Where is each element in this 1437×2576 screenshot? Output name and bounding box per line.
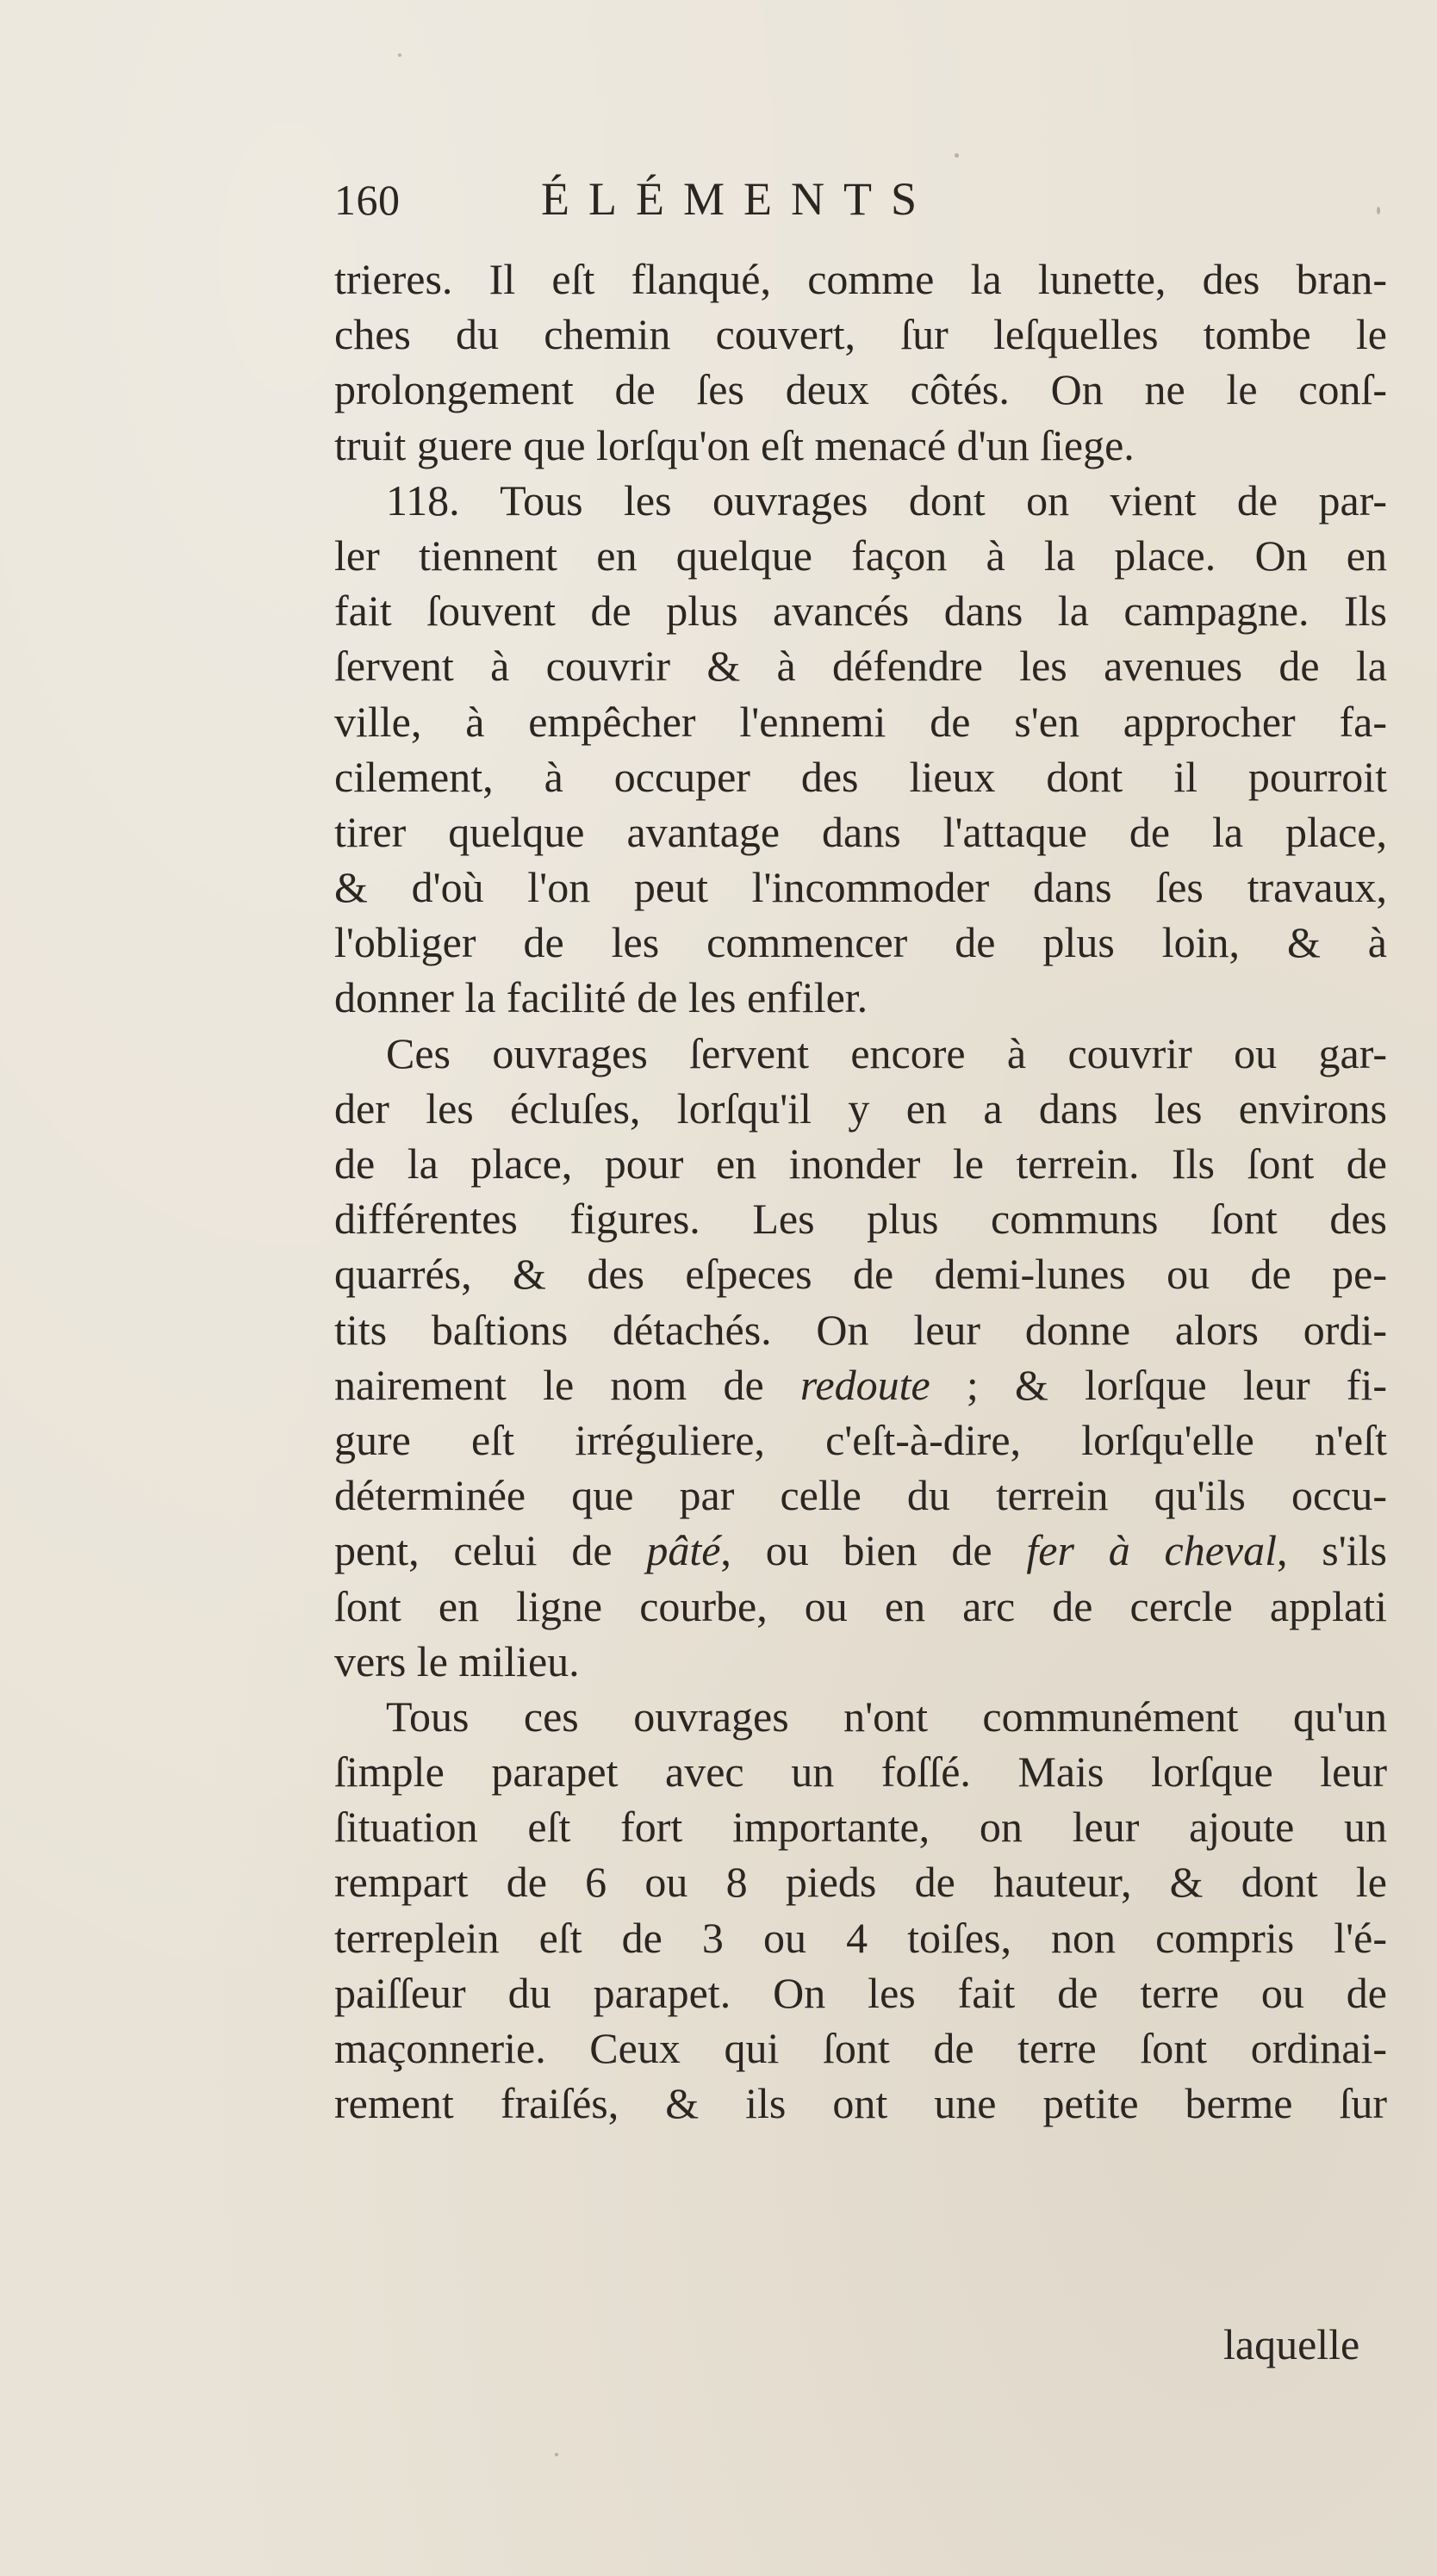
text-line: cilement, à occuper des lieux dont il pourroit	[334, 752, 1387, 801]
text-line: différentes figures. Les plus communs ſont des	[334, 1195, 1387, 1244]
text-line: tits baſtions détachés. On leur donne alors ordi-	[334, 1305, 1387, 1354]
text-line: donner la facilité de les enfiler.	[334, 973, 868, 1022]
catchword: laquelle	[1223, 2320, 1360, 2368]
text-line: paiſſeur du parapet. On les fait de terre ou de	[334, 1968, 1387, 2017]
italic-term: fer à cheval	[1026, 1526, 1277, 1575]
text-line: ſituation eſt fort importante, on leur ajoute un	[334, 1803, 1387, 1852]
text-line: vers le milieu.	[334, 1636, 580, 1685]
italic-term: redoute	[799, 1360, 930, 1409]
text-line: tirer quelque avantage dans l'attaque de la place,	[334, 807, 1387, 856]
text-line: maçonnerie. Ceux qui ſont de terre ſont ordinai-	[334, 2024, 1387, 2072]
text-line: Ces ouvrages ſervent encore à couvrir ou gar-	[386, 1028, 1387, 1077]
running-title: ÉLÉMENTS	[541, 173, 936, 225]
text-line: der les écluſes, lorſqu'il y en a dans les environs	[334, 1083, 1387, 1133]
text-run: pent, celui de	[334, 1526, 647, 1575]
text-line: Tous ces ouvrages n'ont communément qu'un	[386, 1691, 1387, 1741]
text-line	[334, 1357, 1387, 1412]
text-line: terreplein eſt de 3 ou 4 toiſes, non compris l'é-	[334, 1913, 1387, 1962]
text-line: & d'où l'on peut l'incommoder dans ſes travaux,	[334, 863, 1387, 912]
text-line: rement fraiſés, & ils ont une petite berme ſur	[334, 2079, 1387, 2128]
text-line: ches du chemin couvert, ſur leſquelles tombe le	[334, 310, 1387, 359]
text-line: de la place, pour en inonder le terrein. Ils ſont de	[334, 1139, 1387, 1188]
text-line: gure eſt irréguliere, c'eſt-à-dire, lorſqu'elle n'eſt	[334, 1415, 1387, 1464]
text-line: déterminée que par celle du terrein qu'ils occu-	[334, 1471, 1387, 1520]
text-run: , ou bien de	[720, 1526, 1027, 1575]
text-line	[334, 1523, 1387, 1578]
text-line: rempart de 6 ou 8 pieds de hauteur, & dont le	[334, 1858, 1387, 1907]
paper-speck	[555, 2453, 558, 2456]
running-header	[334, 172, 1368, 233]
text-line: prolongement de ſes deux côtés. On ne le conſ-	[334, 365, 1387, 414]
text-line: ſervent à couvrir & à défendre les avenues de la	[334, 642, 1387, 691]
text-line: 118. Tous les ouvrages dont on vient de par-	[386, 475, 1387, 525]
text-line: ſimple parapet avec un foſſé. Mais lorſque leur	[334, 1747, 1387, 1797]
page-number: 160	[334, 176, 401, 224]
text-line: fait ſouvent de plus avancés dans la campagne. Ils	[334, 587, 1387, 636]
text-run: , s'ils	[1276, 1526, 1387, 1575]
text-line: truit guere que lorſqu'on eſt menacé d'un ſiege.	[334, 420, 1135, 469]
text-line: ſont en ligne courbe, ou en arc de cercle applati	[334, 1581, 1387, 1630]
paper-speck	[955, 153, 959, 158]
text-line: quarrés, & des eſpeces de demi-lunes ou de pe-	[334, 1250, 1387, 1299]
text-line: l'obliger de les commencer de plus loin, & à	[334, 918, 1387, 967]
paper-speck	[398, 53, 401, 57]
text-run: nairement le nom de	[334, 1360, 800, 1409]
text-line: trieres. Il eſt flanqué, comme la lunette, des bran-	[334, 255, 1387, 303]
text-line: ler tiennent en quelque façon à la place. On en	[334, 531, 1387, 580]
italic-term: pâté	[646, 1526, 721, 1575]
text-run: ; & lorſque leur fi-	[930, 1360, 1387, 1409]
text-line: ville, à empêcher l'ennemi de s'en approcher fa-	[334, 697, 1387, 746]
body-text	[334, 251, 1387, 2131]
paper-speck	[1377, 207, 1380, 214]
